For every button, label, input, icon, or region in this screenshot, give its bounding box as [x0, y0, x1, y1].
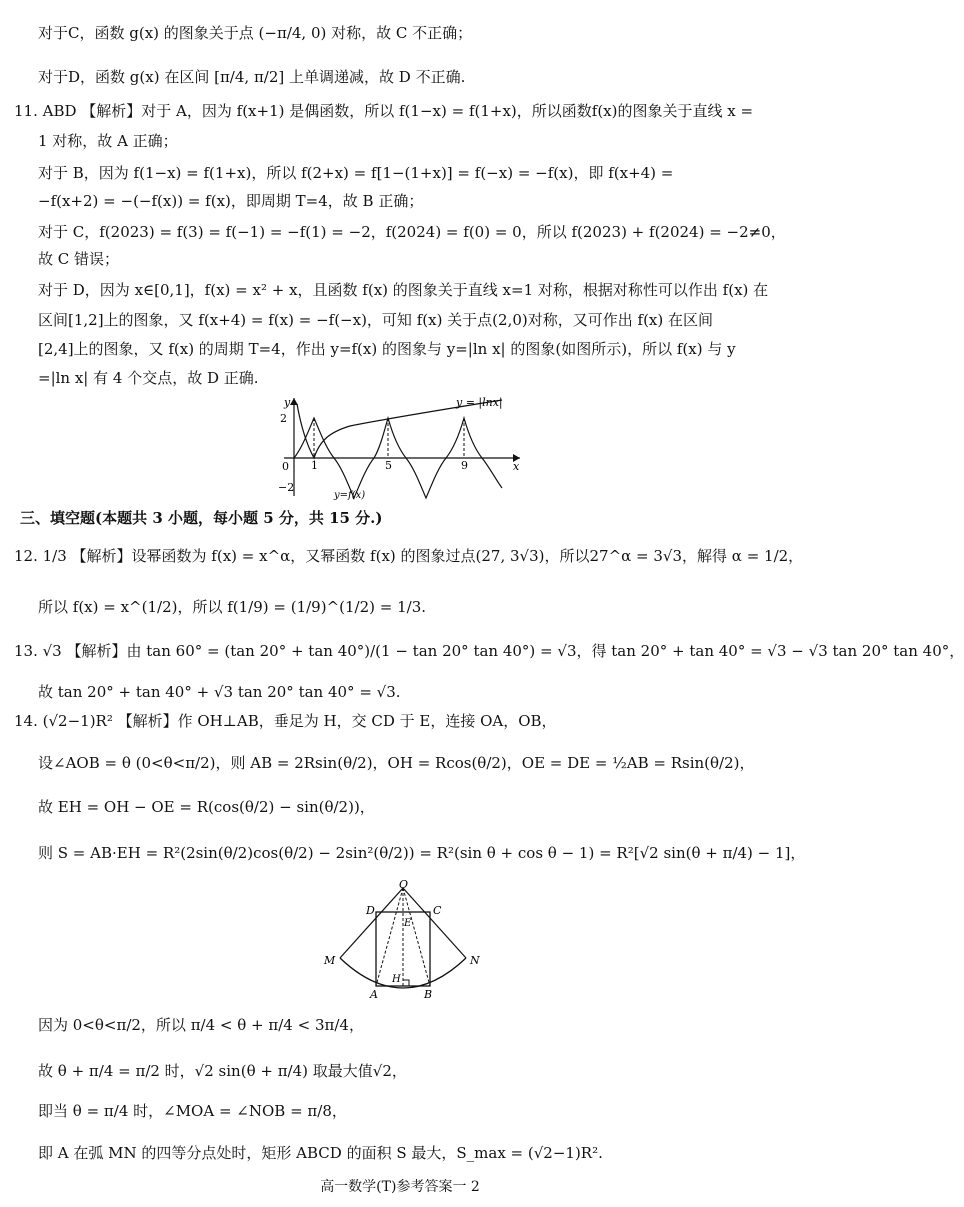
text-line: 故 θ + π/4 = π/2 时，√2 sin(θ + π/4) 取最大值√2， — [38, 1062, 407, 1080]
text-line: =|ln x| 有 4 个交点，故 D 正确. — [38, 369, 259, 387]
function-graph — [270, 392, 530, 502]
label-c: C — [433, 904, 442, 917]
text-line-c: 对于C，函数 g(x) 的图象关于点 (−π/4, 0) 对称，故 C 不正确； — [38, 24, 473, 42]
text-line: [2,4]上的图象，又 f(x) 的周期 T=4，作出 y=f(x) 的图象与 y=|ln x| 的图象(如图所示)，所以 f(x) 与 y — [38, 340, 736, 358]
label-b: B — [424, 988, 433, 1001]
label-o: O — [399, 878, 409, 891]
text-line: 则 S = AB·EH = R²(2sin(θ/2)cos(θ/2) − 2sin²(θ/2)) = R²(sin θ + cos θ − 1) = R²[√2 sin(θ + π/4) − 1]， — [38, 844, 806, 862]
label-e: E — [404, 918, 412, 929]
text-line: 区间[1,2]上的图象，又 f(x+4) = f(x) = −f(−x)，可知 f(x) 关于点(2,0)对称，又可作出 f(x) 在区间 — [38, 311, 713, 329]
tick-x-1: 1 — [311, 459, 318, 472]
text-line: 因为 0<θ<π/2，所以 π/4 < θ + π/4 < 3π/4， — [38, 1016, 364, 1034]
question-12-line: 12. 1/3 【解析】设幂函数为 f(x) = x^α，又幂函数 f(x) 的图象过点(27, 3√3)，所以27^α = 3√3，解得 α = 1/2， — [14, 547, 804, 565]
section-heading: 三、填空题(本题共 3 小题，每小题 5 分，共 15 分.) — [20, 509, 383, 527]
text-line: 故 tan 20° + tan 40° + √3 tan 20° tan 40° = √3. — [38, 683, 401, 701]
tick-x-5: 5 — [385, 459, 392, 472]
label-d: D — [366, 904, 375, 917]
text-line: 1 对称，故 A 正确； — [38, 132, 178, 150]
label-h: H — [392, 974, 401, 985]
tick-x-9: 9 — [461, 459, 468, 472]
text-line: 对于 B，因为 f(1−x) = f(1+x)，所以 f(2+x) = f[1−(1+x)] = f(−x) = −f(x)，即 f(x+4) = — [38, 164, 674, 182]
y-axis-arrow — [290, 398, 298, 405]
question-14-line: 14. (√2−1)R² 【解析】作 OH⊥AB，垂足为 H，交 CD 于 E，连接 OA，OB， — [14, 712, 557, 730]
tick-y-2: 2 — [280, 412, 287, 425]
label-m: M — [324, 954, 336, 967]
f-label: y=f(x) — [334, 490, 366, 501]
text-line: −f(x+2) = −(−f(x)) = f(x)，即周期 T=4，故 B 正确； — [38, 192, 424, 210]
text-line: 故 C 错误； — [38, 250, 120, 268]
question-13-line: 13. √3 【解析】由 tan 60° = (tan 20° + tan 40°)/(1 − tan 20° tan 40°) = √3，得 tan 20° + tan 40° = √3 − √3 tan 20° tan 40°， — [14, 642, 964, 660]
page-footer: 高一数学(T)参考答案一 2 — [320, 1179, 480, 1195]
ln-label: y = |lnx| — [456, 396, 503, 409]
text-line: 对于 D，因为 x∈[0,1]，f(x) = x² + x，且函数 f(x) 的图象关于直线 x=1 对称，根据对称性可以作出 f(x) 在 — [38, 281, 769, 299]
tick-y-minus-2: −2 — [278, 481, 295, 494]
text-line: 故 EH = OH − OE = R(cos(θ/2) − sin(θ/2))， — [38, 798, 375, 816]
sector-diagram — [318, 878, 488, 1004]
question-11-line: 11. ABD 【解析】对于 A，因为 f(x+1) 是偶函数，所以 f(1−x) = f(1+x)，所以函数f(x)的图象关于直线 x = — [14, 102, 754, 120]
text-line-d: 对于D，函数 g(x) 在区间 [π/4, π/2] 上单调递减，故 D 不正确. — [38, 68, 466, 86]
text-line: 设∠AOB = θ (0<θ<π/2)，则 AB = 2Rsin(θ/2)，OH = Rcos(θ/2)，OE = DE = ½AB = Rsin(θ/2)， — [38, 754, 755, 772]
text-line: 所以 f(x) = x^(1/2)，所以 f(1/9) = (1/9)^(1/2) = 1/3. — [38, 598, 427, 616]
text-line: 对于 C，f(2023) = f(3) = f(−1) = −f(1) = −2，f(2024) = f(0) = 0，所以 f(2023) + f(2024) = −2≠0， — [38, 223, 786, 241]
label-n: N — [470, 954, 480, 967]
label-a: A — [370, 988, 378, 1001]
right-angle-mark — [403, 980, 409, 986]
text-line: 即当 θ = π/4 时，∠MOA = ∠NOB = π/8， — [38, 1102, 347, 1120]
text-line: 即 A 在弧 MN 的四等分点处时，矩形 ABCD 的面积 S 最大，S_max = (√2−1)R². — [38, 1144, 603, 1162]
y-label: y — [284, 396, 291, 409]
x-label: x — [513, 460, 520, 473]
origin-label: 0 — [282, 460, 289, 473]
